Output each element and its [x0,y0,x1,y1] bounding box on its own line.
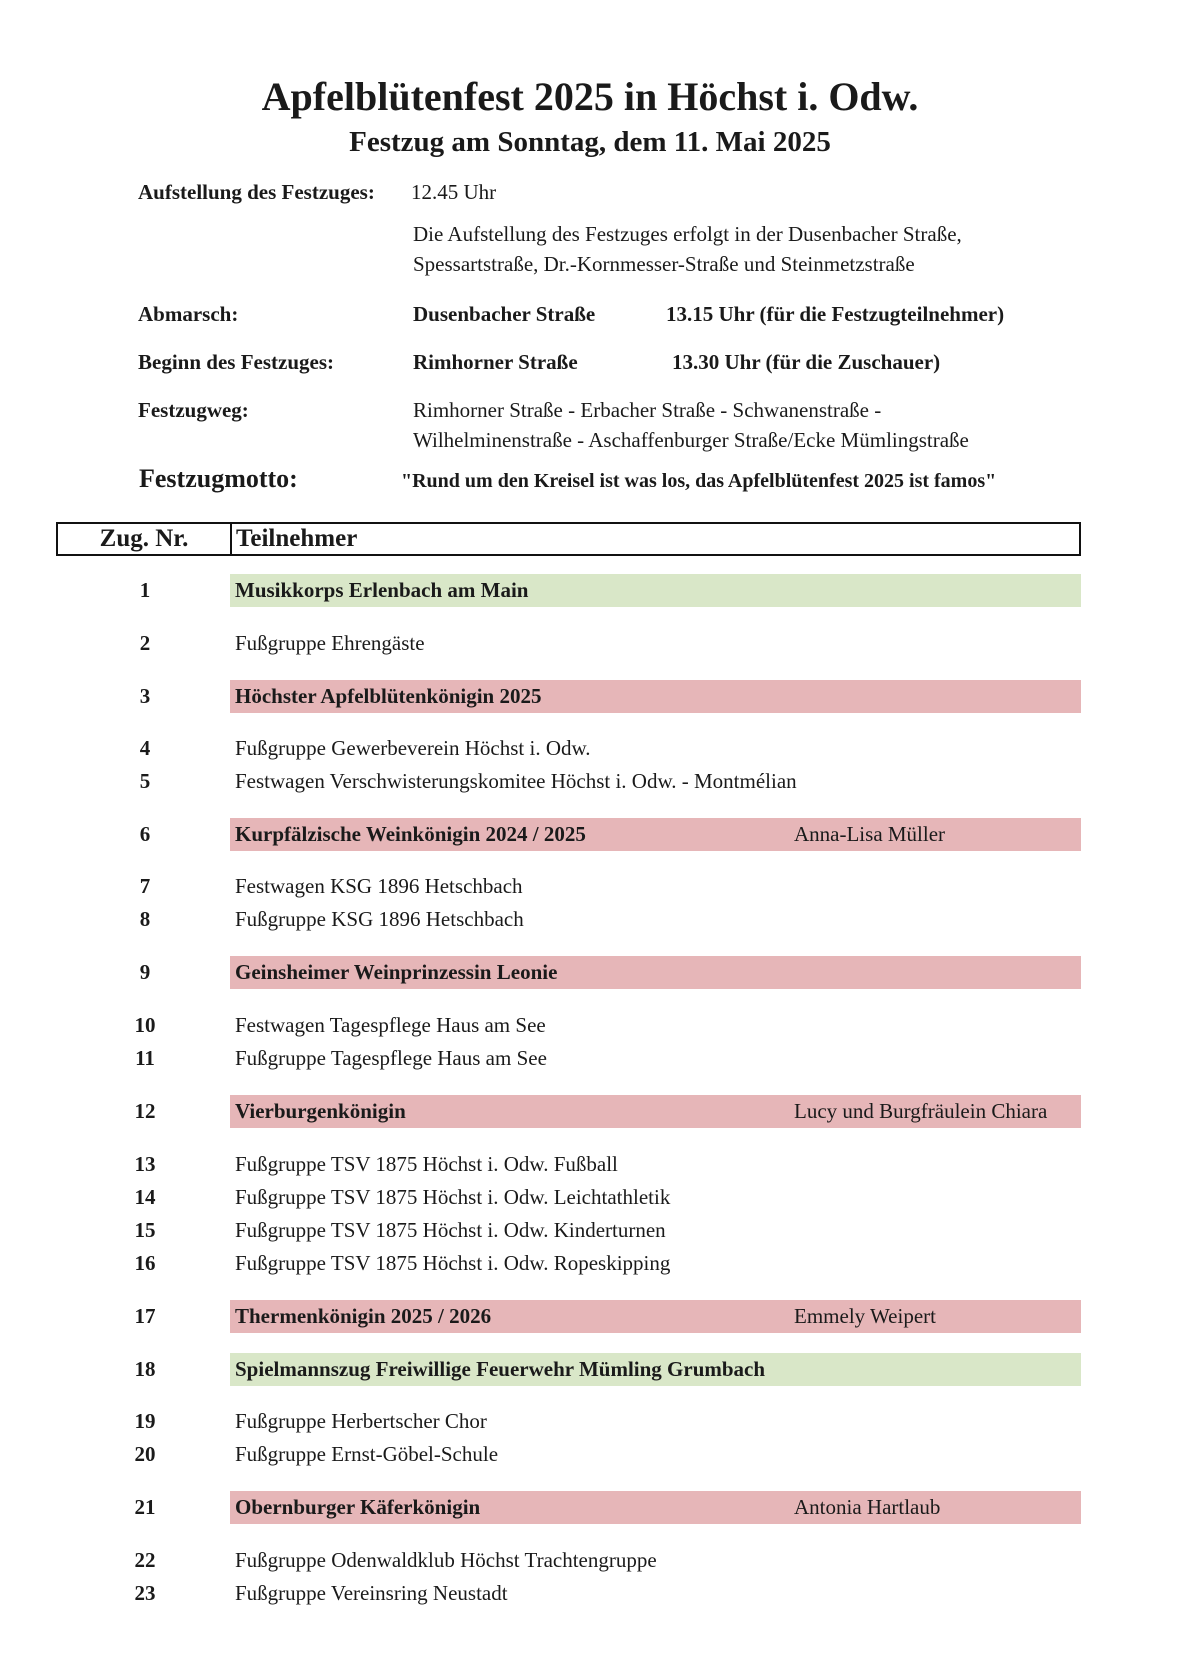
row-person-name: Lucy und Burgfräulein Chiara [794,1099,1048,1123]
row-number: 3 [139,684,151,708]
row-person-name: Antonia Hartlaub [794,1495,941,1519]
motto-text: "Rund um den Kreisel ist was los, das Apfelblütenfest 2025 ist famos" [401,470,997,492]
motto-label: Festzugmotto: [139,464,298,493]
column-header-nr: Zug. Nr. [58,524,232,554]
column-header-teilnehmer: Teilnehmer [236,525,358,552]
row-number: 10 [134,1013,156,1037]
row-number: 11 [135,1046,155,1070]
abmarsch-time: 13.15 Uhr (für die Festzugteilnehmer) [666,302,1005,326]
row-participant: Fußgruppe Gewerbeverein Höchst i. Odw. [235,736,591,760]
table-row [56,818,1081,851]
row-participant: Geinsheimer Weinprinzessin Leonie [235,960,558,984]
aufstellung-text-line2: Spessartstraße, Dr.-Kornmesser-Straße und Steinmetzstraße [413,252,915,276]
table-row [56,1491,1081,1524]
row-participant: Vierburgenkönigin [235,1099,406,1123]
table-row [56,732,1081,765]
table-row [56,627,1081,660]
row-participant: Obernburger Käferkönigin [235,1495,481,1519]
row-number: 20 [134,1442,156,1466]
festzugweg-line2: Wilhelminenstraße - Aschaffenburger Straße/Ecke Mümlingstraße [413,428,969,452]
row-number: 2 [139,631,151,655]
abmarsch-place: Dusenbacher Straße [413,302,596,326]
row-number: 7 [139,874,151,898]
table-row [56,1247,1081,1280]
row-participant: Fußgruppe Tagespflege Haus am See [235,1046,547,1070]
table-header [56,522,1081,556]
row-participant: Fußgruppe Odenwaldklub Höchst Trachtengruppe [235,1548,657,1572]
row-number: 18 [134,1357,156,1381]
table-row [56,1009,1081,1042]
row-participant: Fußgruppe TSV 1875 Höchst i. Odw. Fußball [235,1152,618,1176]
row-participant: Musikkorps Erlenbach am Main [235,578,529,602]
row-participant: Festwagen Verschwisterungskomitee Höchst i. Odw. - Montmélian [235,769,797,793]
row-participant: Fußgruppe TSV 1875 Höchst i. Odw. Leichtathletik [235,1185,671,1209]
table-row [56,1577,1081,1610]
table-row [56,1300,1081,1333]
row-number: 6 [139,822,151,846]
beginn-time: 13.30 Uhr (für die Zuschauer) [672,350,941,374]
row-participant: Fußgruppe Herbertscher Chor [235,1409,487,1433]
table-row [56,1042,1081,1075]
row-number: 17 [134,1304,156,1328]
row-participant: Fußgruppe Vereinsring Neustadt [235,1581,508,1605]
row-number: 9 [139,960,151,984]
table-row [56,765,1081,798]
page-subtitle: Festzug am Sonntag, dem 11. Mai 2025 [349,126,831,158]
beginn-place: Rimhorner Straße [413,350,578,374]
aufstellung-time: 12.45 Uhr [411,180,497,204]
table-row [56,1438,1081,1471]
row-person-name: Anna-Lisa Müller [794,822,946,846]
row-number: 12 [134,1099,156,1123]
festzugweg-line1: Rimhorner Straße - Erbacher Straße - Schwanenstraße - [413,398,882,422]
table-row [56,1405,1081,1438]
row-number: 16 [134,1251,156,1275]
table-row [56,1148,1081,1181]
table-row [56,956,1081,989]
row-participant: Fußgruppe Ehrengäste [235,631,425,655]
row-number: 8 [139,907,151,931]
aufstellung-text-line1: Die Aufstellung des Festzuges erfolgt in der Dusenbacher Straße, [413,222,962,246]
table-row [56,1181,1081,1214]
table-row [56,1095,1081,1128]
row-number: 21 [134,1495,156,1519]
row-number: 1 [139,578,151,602]
row-participant: Fußgruppe TSV 1875 Höchst i. Odw. Kinderturnen [235,1218,666,1242]
row-number: 22 [134,1548,156,1572]
row-participant: Höchster Apfelblütenkönigin 2025 [235,684,542,708]
aufstellung-label: Aufstellung des Festzuges: [138,180,375,204]
table-row [56,680,1081,713]
abmarsch-label: Abmarsch: [138,302,239,326]
row-participant: Spielmannszug Freiwillige Feuerwehr Mümling Grumbach [235,1357,766,1381]
table-row [56,870,1081,903]
festzugweg-label: Festzugweg: [138,398,249,422]
table-row [56,1544,1081,1577]
row-participant: Thermenkönigin 2025 / 2026 [235,1304,492,1328]
table-row [56,903,1081,936]
row-number: 13 [134,1152,156,1176]
row-number: 14 [134,1185,156,1209]
row-number: 19 [134,1409,156,1433]
table-row [56,1214,1081,1247]
row-number: 15 [134,1218,156,1242]
page-title: Apfelblütenfest 2025 in Höchst i. Odw. [261,74,919,119]
row-person-name: Emmely Weipert [794,1304,936,1328]
row-participant: Kurpfälzische Weinkönigin 2024 / 2025 [235,822,586,846]
row-number: 23 [134,1581,156,1605]
row-number: 4 [139,736,151,760]
row-participant: Fußgruppe KSG 1896 Hetschbach [235,907,524,931]
row-participant: Fußgruppe Ernst-Göbel-Schule [235,1442,499,1466]
table-row [56,574,1081,607]
row-participant: Fußgruppe TSV 1875 Höchst i. Odw. Ropeskipping [235,1251,671,1275]
row-participant: Festwagen Tagespflege Haus am See [235,1013,546,1037]
row-participant: Festwagen KSG 1896 Hetschbach [235,874,523,898]
table-row [56,1353,1081,1386]
row-number: 5 [139,769,151,793]
beginn-label: Beginn des Festzuges: [138,350,334,374]
